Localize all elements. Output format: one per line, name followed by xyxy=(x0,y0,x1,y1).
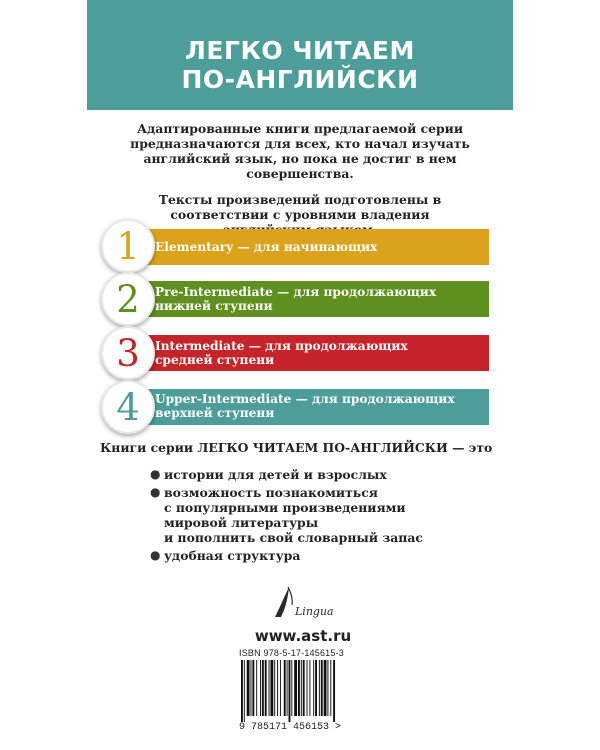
barcode-bar xyxy=(333,660,335,722)
level-4-line2: верхней ступени xyxy=(155,406,275,420)
barcode-bar xyxy=(303,660,305,716)
barcode-bar xyxy=(284,660,286,716)
barcode-bar xyxy=(307,660,308,716)
barcode-bar xyxy=(315,660,317,716)
feature-2-cont-3: и пополнить свой словарный запас xyxy=(164,530,423,545)
feature-item-2 xyxy=(150,485,480,545)
barcode-bar xyxy=(277,660,278,716)
level-2-line2: нижней ступени xyxy=(155,299,273,313)
feature-item-1 xyxy=(150,467,480,482)
barcode-bar xyxy=(324,660,327,716)
feature-2-cont-2: мировой литературы xyxy=(164,515,319,530)
feature-3-text: удобная структура xyxy=(164,548,301,563)
barcode-bar xyxy=(280,660,281,716)
publisher-logo-icon xyxy=(255,583,345,623)
level-2-line1: Pre-Intermediate — для продолжающих xyxy=(155,285,437,299)
feature-2-text: возможность познакомиться xyxy=(164,485,378,500)
barcode-bar xyxy=(287,660,288,716)
barcode-bar xyxy=(260,660,261,716)
barcode-bar xyxy=(269,660,270,716)
level-4-badge xyxy=(101,380,155,434)
barcode-bar xyxy=(270,660,273,716)
barcode-icon xyxy=(239,660,367,722)
barcode-bar xyxy=(298,660,300,716)
barcode-digits: 9 785171 456153 > xyxy=(239,722,342,733)
barcode-bar xyxy=(301,660,302,716)
barcode-bar xyxy=(330,660,331,716)
series-title-line1: ЛЕГКО ЧИТАЕМ xyxy=(185,36,415,65)
barcode-bar xyxy=(294,660,297,716)
barcode-bar xyxy=(321,660,323,716)
barcode-bar xyxy=(265,660,267,716)
feature-list xyxy=(150,467,480,566)
level-3-line2: средней ступени xyxy=(155,353,275,367)
publisher-logo-text: Lingua xyxy=(295,605,334,618)
barcode-bar xyxy=(319,660,320,716)
level-4-number: 4 xyxy=(116,385,140,429)
barcode-bar xyxy=(313,660,314,716)
level-2-badge xyxy=(101,272,155,326)
barcode-bar xyxy=(327,660,328,716)
barcode-bar xyxy=(291,660,292,716)
publisher-website: www.ast.ru xyxy=(254,627,352,645)
level-text-1 xyxy=(155,240,377,254)
intro-paragraph-1: Адаптированные книги предлагаемой серии предназначаются для всех, кто начал изучать английский язык, но пока не достиг в нем совершенства. xyxy=(130,121,470,181)
level-text-2 xyxy=(155,285,436,313)
level-4-line1: Upper-Intermediate — для продолжающих xyxy=(155,392,455,406)
series-description: Книги серии ЛЕГКО ЧИТАЕМ ПО-АНГЛИЙСКИ — это xyxy=(100,440,493,455)
series-title xyxy=(87,36,513,94)
barcode-bar xyxy=(244,660,245,722)
feature-2-cont-1: с популярными произведениями xyxy=(164,500,406,515)
level-1-line1: Elementary — для начинающих xyxy=(155,240,378,254)
level-1-number: 1 xyxy=(116,224,140,268)
bullet-icon: ● xyxy=(150,467,161,481)
bullet-icon: ● xyxy=(150,485,161,499)
level-text-3 xyxy=(155,339,408,367)
feature-1-text: истории для детей и взрослых xyxy=(164,467,387,482)
barcode-bar xyxy=(309,660,310,716)
level-2-number: 2 xyxy=(116,277,140,321)
series-title-line2: ПО-АНГЛИЙСКИ xyxy=(181,65,419,94)
intro-paragraph-2: Тексты произведений подготовлены в соответствии с уровнями владения xyxy=(158,192,442,222)
level-3-line1: Intermediate — для продолжающих xyxy=(155,339,408,353)
barcode-bar xyxy=(274,660,275,716)
level-1-badge xyxy=(101,219,155,273)
barcode-bar xyxy=(256,660,257,716)
barcode-bar xyxy=(251,660,252,716)
barcode-bar xyxy=(262,660,264,716)
bullet-icon: ● xyxy=(150,548,161,562)
barcode-bar xyxy=(241,660,243,722)
header-band xyxy=(87,0,513,110)
isbn-number: ISBN 978-5-17-145615-3 xyxy=(239,648,344,658)
barcode-bar xyxy=(252,660,254,716)
barcode-bar xyxy=(289,660,291,722)
level-3-number: 3 xyxy=(116,331,140,375)
level-text-4 xyxy=(155,392,455,420)
feature-item-3 xyxy=(150,548,480,563)
barcode-bar xyxy=(247,660,250,716)
level-3-badge xyxy=(101,326,155,380)
